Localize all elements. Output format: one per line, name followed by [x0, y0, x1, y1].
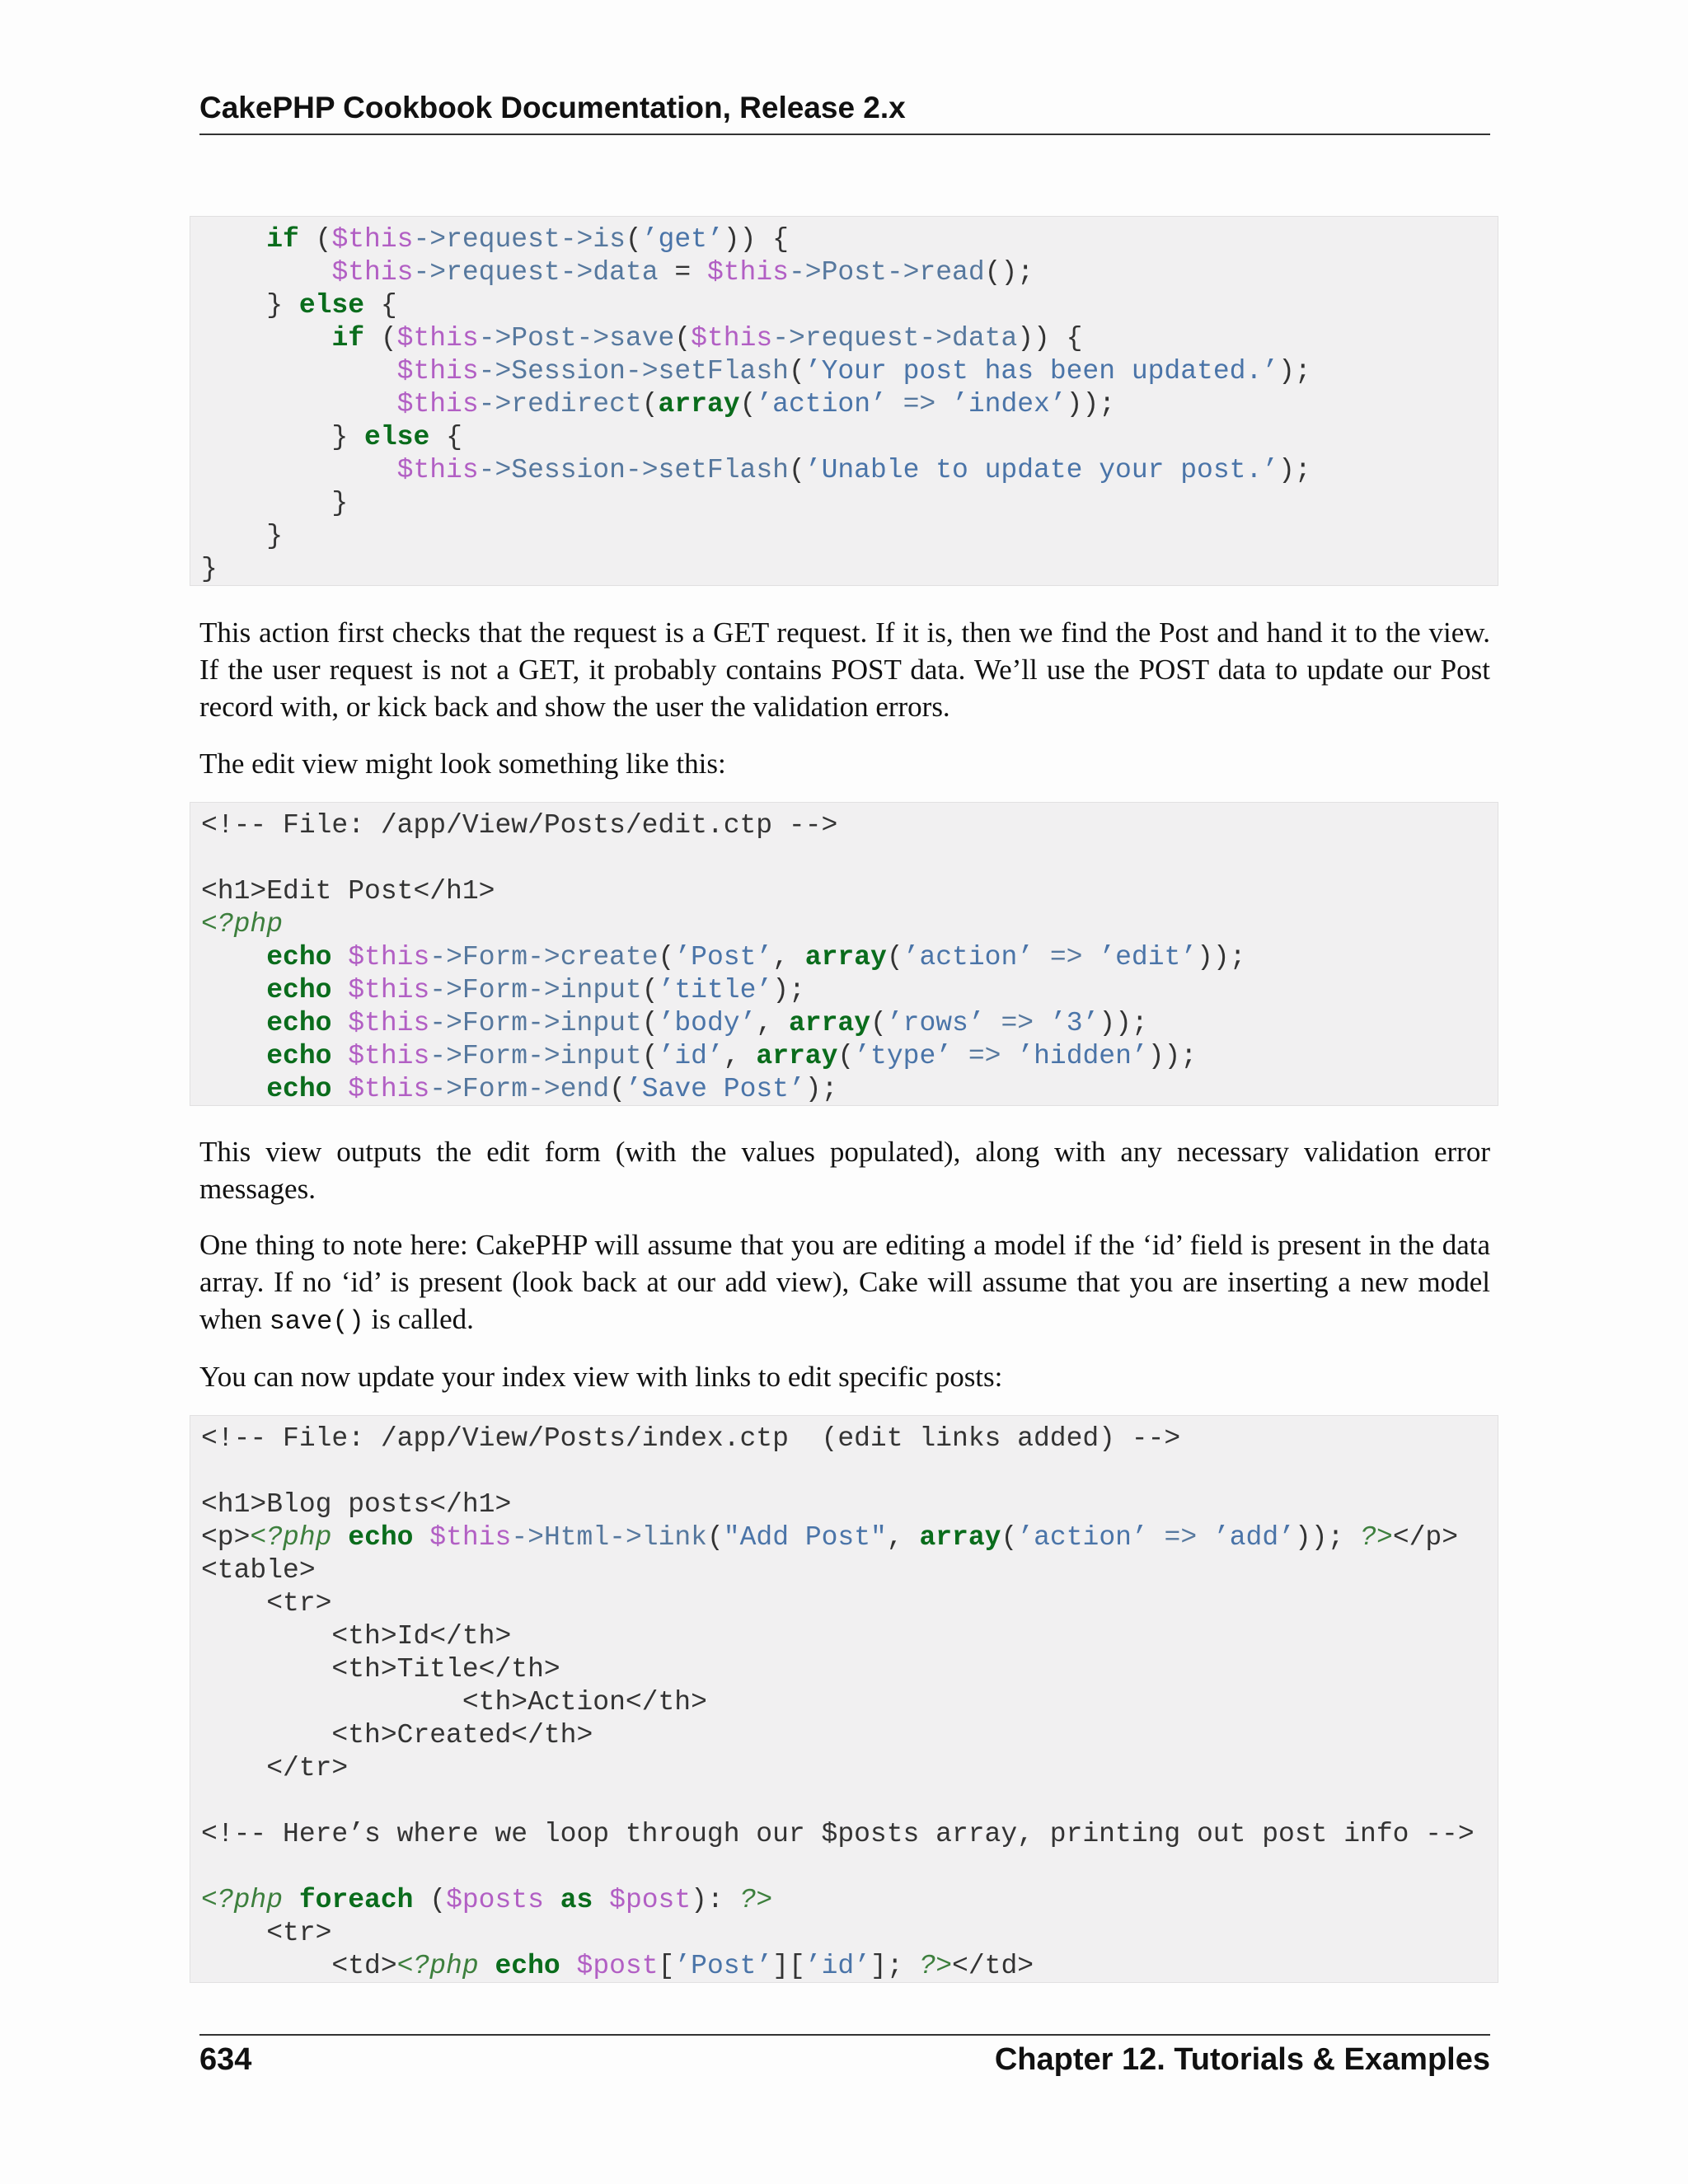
code-token: request	[804, 323, 920, 354]
code-token: (	[413, 1885, 447, 1915]
code-token: Form	[462, 975, 528, 1005]
code-token: ’title’	[658, 975, 773, 1005]
code-token: $this	[396, 389, 479, 419]
code-token: Session	[511, 356, 626, 387]
code-token: ’index’	[952, 389, 1067, 419]
code-token: {	[429, 422, 462, 452]
code-token: ?>	[1360, 1522, 1393, 1553]
paragraph-id-note	[199, 1226, 1490, 1340]
code-token: <!-- File: /app/View/Posts/edit.ctp -->	[201, 810, 838, 841]
code-token: <table>	[201, 1555, 316, 1586]
code-token: <h1>Blog posts</h1>	[201, 1489, 512, 1520]
code-line	[201, 1719, 1498, 1752]
code-token: ’Unable to update your post.’	[804, 455, 1279, 485]
code-token: (	[837, 1041, 855, 1071]
code-token: $this	[396, 455, 479, 485]
code-token: }	[201, 488, 349, 518]
code-token: Form	[462, 1074, 528, 1104]
code-token: (	[1001, 1522, 1018, 1553]
code-token	[544, 1885, 560, 1915]
code-token: ->	[511, 1522, 544, 1553]
code-token: =>	[1147, 1522, 1213, 1553]
code-token	[201, 323, 331, 354]
paragraph-index-intro: You can now update your index view with links to edit specific posts:	[199, 1361, 1003, 1393]
header-divider	[199, 134, 1490, 135]
code-token: (	[298, 224, 332, 255]
paragraph-edit-view-intro: The edit view might look something like this:	[199, 748, 726, 780]
code-token: input	[560, 1041, 642, 1071]
code-token: (	[364, 323, 397, 354]
code-token: (	[788, 455, 805, 485]
code-token: echo	[266, 1041, 332, 1071]
code-token: }	[201, 521, 284, 551]
code-token: request	[446, 224, 560, 255]
code-token: Session	[511, 455, 626, 485]
code-line	[201, 1785, 1498, 1818]
code-token: ->	[625, 455, 659, 485]
code-token: Form	[462, 942, 528, 972]
code-token: ’id’	[658, 1041, 724, 1071]
code-token: $this	[348, 975, 430, 1005]
code-token: ->	[528, 1008, 560, 1038]
code-token: end	[560, 1074, 610, 1104]
code-line	[201, 1422, 1498, 1455]
code-token: =>	[1034, 942, 1100, 972]
code-token: ->	[429, 942, 462, 972]
code-token: ->	[429, 1041, 462, 1071]
code-token: ][	[772, 1951, 805, 1981]
code-token: (	[609, 1074, 626, 1104]
code-token	[560, 1951, 577, 1981]
code-token: ’get’	[641, 224, 724, 255]
code-token: );	[804, 1074, 838, 1104]
code-token: =>	[952, 1041, 1018, 1071]
code-token: ));	[1147, 1041, 1198, 1071]
code-token	[201, 1041, 266, 1071]
code-token: array	[789, 1008, 871, 1038]
code-token: (	[870, 1008, 887, 1038]
code-token: array	[919, 1522, 1001, 1553]
code-token: ));	[1294, 1522, 1361, 1553]
code-token: echo	[348, 1522, 414, 1553]
code-line	[201, 454, 1498, 487]
code-token: create	[560, 942, 659, 972]
chapter-title: Chapter 12. Tutorials & Examples	[994, 2042, 1490, 2077]
code-token	[201, 257, 331, 288]
code-token: request	[446, 257, 560, 288]
code-token: if	[266, 224, 299, 255]
code-token: ->	[576, 323, 610, 354]
code-token: $this	[396, 356, 479, 387]
code-line	[201, 1007, 1498, 1040]
code-token	[283, 1885, 299, 1915]
code-token: <td>	[201, 1951, 397, 1981]
paragraph-action-explanation: This action first checks that the request is a GET request. If it is, then we find the Post and hand it to the view. If the user request is not a GET, it probably contains POST data. We’ll use the POST data to update our Post record with, or kick back and show the user the validation errors.	[199, 616, 1490, 723]
code-token: echo	[266, 1008, 332, 1038]
code-token: ->	[528, 1074, 560, 1104]
code-token: Post	[821, 257, 887, 288]
code-token: ->	[609, 1522, 642, 1553]
code-token: ’id’	[804, 1951, 871, 1981]
code-token: ->	[788, 257, 822, 288]
code-token: ->	[528, 942, 560, 972]
code-line	[201, 941, 1498, 974]
code-token: ));	[1066, 389, 1116, 419]
code-token: echo	[266, 975, 332, 1005]
code-token: ->	[429, 1008, 462, 1038]
code-line	[201, 842, 1498, 875]
code-token: ();	[984, 257, 1034, 288]
code-token: ->	[478, 455, 512, 485]
code-line	[201, 1950, 1498, 1983]
code-token: ’Save Post’	[625, 1074, 805, 1104]
code-token	[331, 1041, 348, 1071]
code-line	[201, 1587, 1498, 1620]
inline-code-save: save()	[269, 1306, 364, 1337]
code-token: ->	[429, 975, 462, 1005]
code-token: ->	[478, 323, 512, 354]
code-line	[201, 1040, 1498, 1073]
code-token	[201, 975, 266, 1005]
code-token: (	[886, 942, 903, 972]
code-token: ’action’	[1017, 1522, 1148, 1553]
code-token: ));	[1197, 942, 1246, 972]
code-token: ->	[478, 389, 512, 419]
code-token	[201, 389, 397, 419]
code-block-index-view	[190, 1415, 1498, 1983]
code-token: foreach	[298, 1885, 414, 1915]
code-token: (	[739, 389, 757, 419]
code-token: <?php	[250, 1522, 332, 1553]
code-token: </p>	[1392, 1522, 1459, 1553]
code-token: ?>	[919, 1951, 953, 1981]
code-line	[201, 1884, 1498, 1917]
code-token	[413, 1522, 429, 1553]
code-token: $this	[706, 257, 789, 288]
code-token: $post	[576, 1951, 659, 1981]
code-token: link	[641, 1522, 707, 1553]
code-token: ->	[919, 323, 953, 354]
code-token: ->	[413, 257, 447, 288]
code-token: ):	[691, 1885, 740, 1915]
code-line	[201, 322, 1498, 355]
code-token: }	[201, 290, 299, 321]
code-token: <p>	[201, 1522, 251, 1553]
paragraph-view-outputs-text: This view outputs the edit form (with the values populated), along with any necessary validation error messages.	[199, 1136, 1490, 1205]
code-token: ];	[870, 1951, 920, 1981]
code-token	[331, 1522, 348, 1553]
code-token: ,	[886, 1522, 920, 1553]
code-token: is	[593, 224, 626, 255]
code-line	[201, 1488, 1498, 1521]
code-token: ’rows’	[886, 1008, 985, 1038]
code-line	[201, 875, 1498, 908]
code-token: array	[804, 942, 887, 972]
code-line	[201, 974, 1498, 1007]
code-token: (	[788, 356, 805, 387]
code-token	[593, 1885, 609, 1915]
code-line	[201, 289, 1498, 322]
code-token: (	[625, 224, 642, 255]
code-line	[201, 809, 1498, 842]
code-token: <?php	[396, 1951, 479, 1981]
code-token: Form	[462, 1041, 528, 1071]
code-token: redirect	[511, 389, 642, 419]
code-token	[479, 1951, 495, 1981]
code-token: $this	[691, 323, 773, 354]
code-token: <!-- Here’s where we loop through our $posts array, printing out post info -->	[201, 1819, 1475, 1849]
code-line	[201, 355, 1498, 388]
page-number: 634	[199, 2042, 252, 2077]
code-token	[331, 1074, 348, 1104]
code-line	[201, 421, 1498, 454]
code-token: ,	[772, 942, 805, 972]
footer-divider	[199, 2034, 1490, 2036]
code-token: if	[331, 323, 365, 354]
paragraph-id-note-text: One thing to note here: CakePHP will assume that you are editing a model if the ‘id’ field is present in the data array. If no ‘id’ is present (look back at our add view), Cake will assume that you are inserting a new model when	[199, 1229, 1490, 1335]
code-token: ’Post’	[674, 942, 773, 972]
code-token: Form	[462, 1008, 528, 1038]
code-token: )) {	[723, 224, 789, 255]
running-header: CakePHP Cookbook Documentation, Release 2.x	[199, 91, 906, 124]
code-token: ’action’	[903, 942, 1034, 972]
code-line	[201, 553, 1498, 586]
code-token: <tr>	[201, 1588, 332, 1619]
code-token: ’hidden’	[1017, 1041, 1148, 1071]
code-token: (	[674, 323, 692, 354]
code-block-edit-view	[190, 802, 1498, 1106]
code-token: =	[658, 257, 707, 288]
code-token: (	[706, 1522, 724, 1553]
code-token: );	[1278, 356, 1311, 387]
code-token: save	[609, 323, 675, 354]
code-token: =>	[984, 1008, 1050, 1038]
code-token: =>	[886, 389, 953, 419]
code-token: );	[1278, 455, 1311, 485]
code-token: as	[560, 1885, 593, 1915]
code-token: $this	[348, 942, 430, 972]
code-token: <?php	[201, 909, 284, 940]
code-token: input	[560, 1008, 642, 1038]
code-token: $this	[429, 1522, 512, 1553]
code-token: $posts	[446, 1885, 544, 1915]
code-token: echo	[266, 942, 332, 972]
code-token: ));	[1099, 1008, 1148, 1038]
code-token: </td>	[952, 1951, 1034, 1981]
code-token: {	[364, 290, 397, 321]
code-token: <!-- File: /app/View/Posts/index.ctp (edit links added) -->	[201, 1423, 1181, 1454]
code-token: array	[756, 1041, 838, 1071]
code-token: Post	[511, 323, 577, 354]
code-token: <th>Action</th>	[201, 1687, 707, 1718]
code-token	[331, 975, 348, 1005]
code-token: "Add Post"	[723, 1522, 887, 1553]
code-token	[201, 942, 266, 972]
code-token: $this	[396, 323, 479, 354]
code-line	[201, 908, 1498, 941]
code-token: data	[952, 323, 1018, 354]
code-token: (	[641, 1041, 659, 1071]
code-token: <th>Created</th>	[201, 1720, 593, 1750]
paragraph-id-note-tail: is called.	[363, 1303, 474, 1335]
code-token: echo	[495, 1951, 560, 1981]
code-line	[201, 1554, 1498, 1587]
code-token	[331, 1008, 348, 1038]
code-token: ’body’	[658, 1008, 757, 1038]
code-line	[201, 1653, 1498, 1686]
code-token	[201, 1008, 266, 1038]
code-line	[201, 1818, 1498, 1851]
code-token: ->	[625, 356, 659, 387]
code-token: ->	[429, 1074, 462, 1104]
code-token: ->	[528, 975, 560, 1005]
code-token: array	[658, 389, 740, 419]
code-token: $this	[348, 1074, 430, 1104]
code-token: else	[298, 290, 365, 321]
code-token: $post	[609, 1885, 692, 1915]
code-token: $this	[348, 1041, 430, 1071]
code-line	[201, 1851, 1498, 1884]
code-token: ’3’	[1049, 1008, 1100, 1038]
code-token: ->	[413, 224, 447, 255]
code-token: ->	[528, 1041, 560, 1071]
code-token: ’Your post has been updated.’	[804, 356, 1279, 387]
code-token: <tr>	[201, 1918, 332, 1948]
code-token: (	[641, 975, 659, 1005]
code-token: input	[560, 975, 642, 1005]
code-token: );	[772, 975, 805, 1005]
code-token: ,	[723, 1041, 757, 1071]
code-line	[201, 1073, 1498, 1106]
code-token: read	[919, 257, 985, 288]
paragraph-view-outputs	[199, 1133, 1490, 1207]
code-token: ’Post’	[674, 1951, 773, 1981]
code-token: ’action’	[756, 389, 887, 419]
code-token: $this	[331, 257, 414, 288]
code-token	[331, 942, 348, 972]
code-line	[201, 1521, 1498, 1554]
code-token: ->	[772, 323, 805, 354]
code-token: (	[641, 1008, 659, 1038]
code-token	[201, 1074, 266, 1104]
code-token: <th>Title</th>	[201, 1654, 560, 1685]
code-token: (	[658, 942, 675, 972]
code-line	[201, 1752, 1498, 1785]
code-token: </tr>	[201, 1753, 349, 1783]
code-token: $this	[331, 224, 414, 255]
code-token	[201, 356, 397, 387]
code-token: }	[201, 422, 365, 452]
code-token: setFlash	[658, 455, 789, 485]
code-token: ,	[756, 1008, 789, 1038]
code-token: [	[658, 1951, 675, 1981]
code-token: <th>Id</th>	[201, 1621, 512, 1652]
code-token: )) {	[1017, 323, 1083, 354]
code-line	[201, 1620, 1498, 1653]
code-token	[201, 455, 397, 485]
code-line	[201, 388, 1498, 421]
code-line	[201, 1917, 1498, 1950]
code-token: ->	[560, 257, 593, 288]
code-token: <?php	[201, 1885, 284, 1915]
code-token: ’edit’	[1099, 942, 1198, 972]
code-line	[201, 520, 1498, 553]
code-token: echo	[266, 1074, 332, 1104]
code-line	[201, 1686, 1498, 1719]
code-token: ’type’	[854, 1041, 953, 1071]
code-token: ->	[478, 356, 512, 387]
code-token: }	[201, 554, 218, 584]
code-line	[201, 487, 1498, 520]
code-token: <h1>Edit Post</h1>	[201, 876, 495, 907]
code-block-edit-action	[190, 216, 1498, 586]
code-token: ->	[886, 257, 920, 288]
code-token: ’add’	[1212, 1522, 1295, 1553]
code-token: else	[364, 422, 430, 452]
code-token: $this	[348, 1008, 430, 1038]
code-token: (	[641, 389, 659, 419]
code-line	[201, 256, 1498, 289]
code-line	[201, 1455, 1498, 1488]
code-token: ->	[560, 224, 593, 255]
code-token	[201, 224, 266, 255]
code-token: setFlash	[658, 356, 789, 387]
code-token: data	[593, 257, 659, 288]
code-token: Html	[543, 1522, 610, 1553]
code-line	[201, 223, 1498, 256]
code-token: ?>	[739, 1885, 773, 1915]
